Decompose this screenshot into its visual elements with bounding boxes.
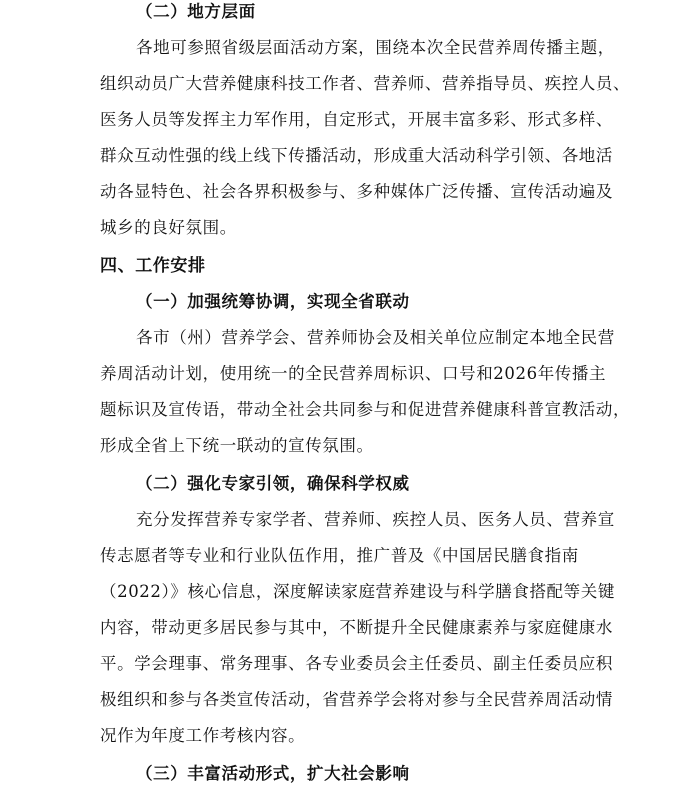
paragraph-line: 内容，带动更多居民参与其中，不断提升全民健康素养与家庭健康水 bbox=[100, 618, 613, 637]
paragraph-line: 城乡的良好氛围。 bbox=[100, 218, 237, 237]
paragraph-line: 形成全省上下统一联动的宣传氛围。 bbox=[100, 436, 374, 455]
subsection-heading-expert-guidance: （二）强化专家引领，确保科学权威 bbox=[136, 474, 410, 493]
paragraph-line: 充分发挥营养专家学者、营养师、疾控人员、医务人员、营养宣 bbox=[136, 510, 615, 529]
paragraph-line: 况作为年度工作考核内容。 bbox=[100, 726, 306, 745]
section-heading-work-arrangement: 四、工作安排 bbox=[100, 256, 206, 276]
paragraph-line: 传志愿者等专业和行业队伍作用，推广普及《中国居民膳食指南 bbox=[100, 546, 579, 565]
paragraph-line: 题标识及宣传语，带动全社会共同参与和促进营养健康科普宣教活动， bbox=[100, 400, 631, 419]
paragraph-line: 养周活动计划，使用统一的全民营养周标识、口号和2026年传播主 bbox=[100, 364, 607, 383]
paragraph-line: 各地可参照省级层面活动方案，围绕本次全民营养周传播主题， bbox=[136, 38, 615, 57]
paragraph-line: 平。学会理事、常务理事、各专业委员会主任委员、副主任委员应积 bbox=[100, 654, 613, 673]
subsection-heading-coordination: （一）加强统筹协调，实现全省联动 bbox=[136, 292, 410, 311]
paragraph-line: （2022）》核心信息，深度解读家庭营养建设与科学膳食搭配等关键 bbox=[100, 582, 615, 601]
paragraph-line: 极组织和参与各类宣传活动，省营养学会将对参与全民营养周活动情 bbox=[100, 690, 613, 709]
subsection-heading-local-level: （二）地方层面 bbox=[136, 2, 256, 21]
paragraph-line: 群众互动性强的线上线下传播活动，形成重大活动科学引领、各地活 bbox=[100, 146, 613, 165]
paragraph-line: 医务人员等发挥主力军作用，自定形式，开展丰富多彩、形式多样、 bbox=[100, 110, 613, 129]
paragraph-line: 动各显特色、社会各界积极参与、多种媒体广泛传播、宣传活动遍及 bbox=[100, 182, 613, 201]
paragraph-line: 组织动员广大营养健康科技工作者、营养师、营养指导员、疾控人员、 bbox=[100, 74, 631, 93]
subsection-heading-activity-forms: （三）丰富活动形式，扩大社会影响 bbox=[136, 764, 410, 783]
paragraph-line: 各市（州）营养学会、营养师协会及相关单位应制定本地全民营 bbox=[136, 328, 615, 347]
